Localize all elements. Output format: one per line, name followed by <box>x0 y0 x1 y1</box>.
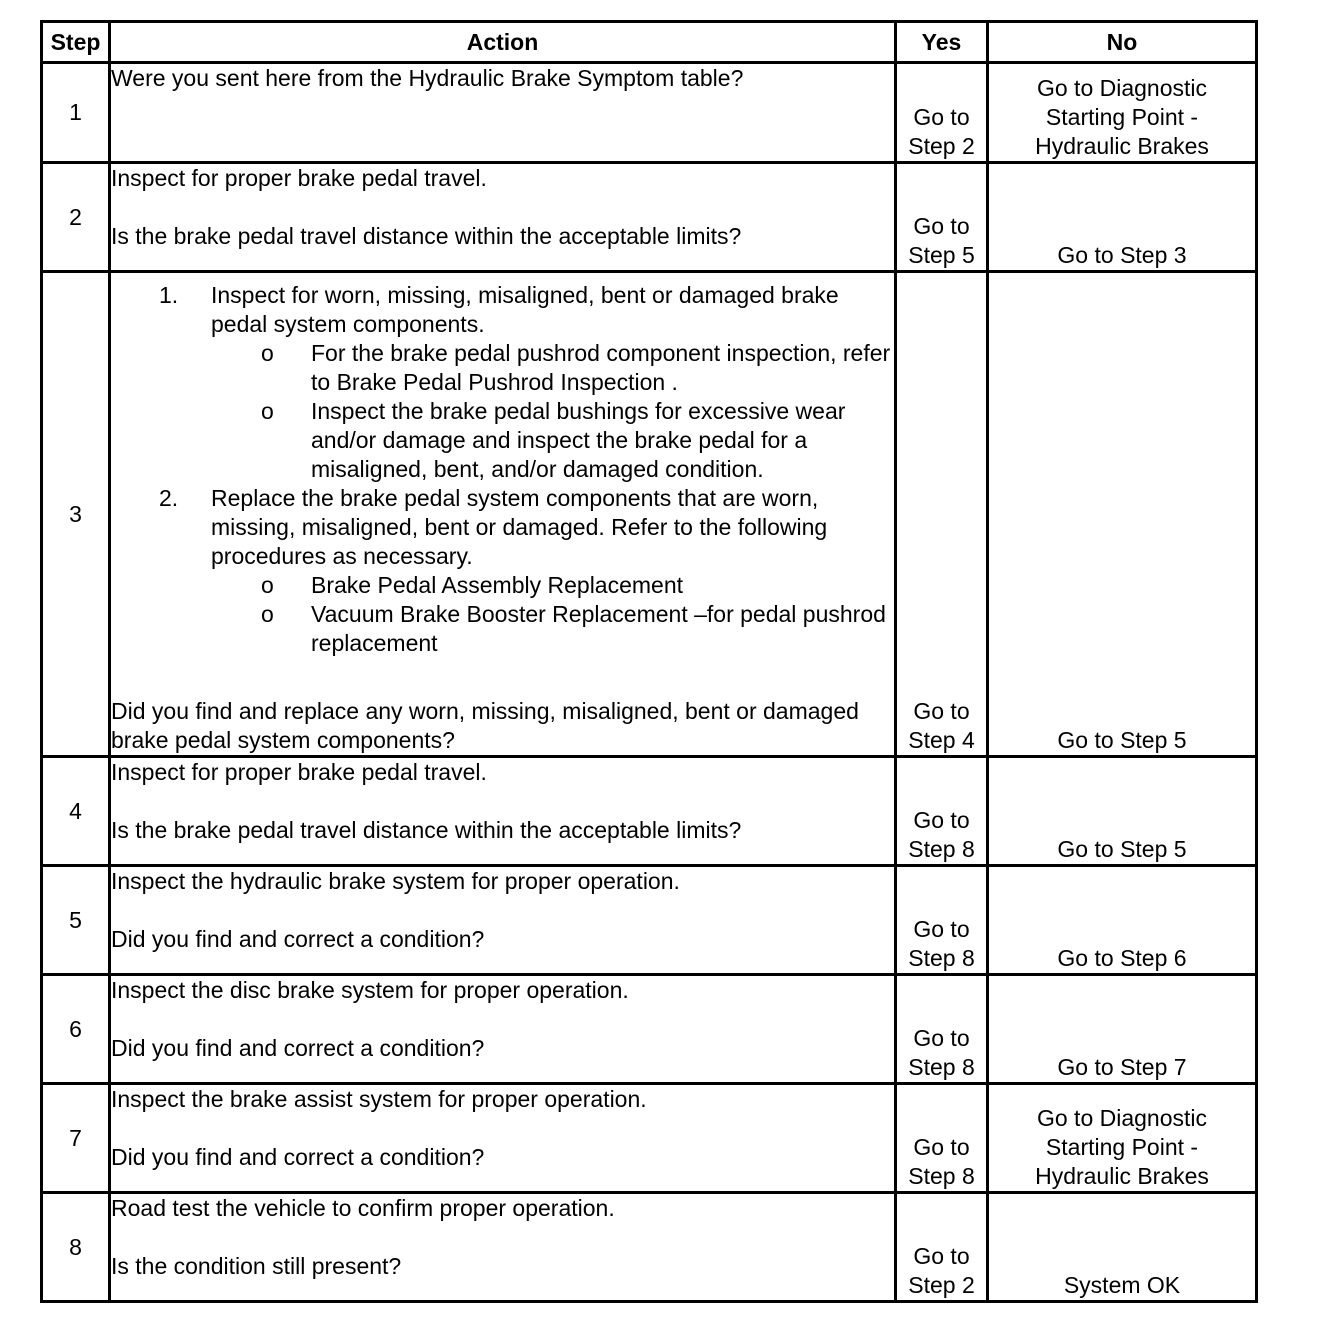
no-line: Hydraulic Brakes <box>1035 133 1209 159</box>
action-question: Is the condition still present? <box>111 1253 402 1279</box>
bullet-marker: o <box>261 601 274 627</box>
item-number: 1. <box>159 282 179 308</box>
item-text: Replace the brake pedal system components that are worn, missing, misaligned, bent or damaged. Refer to the following procedures as necessary. <box>211 485 828 569</box>
yes-cell <box>896 1193 988 1302</box>
yes-line: Go to <box>913 104 970 130</box>
yes-cell <box>896 975 988 1084</box>
no-cell <box>988 272 1257 757</box>
table-row <box>42 1084 1257 1193</box>
action-inspect: Road test the vehicle to confirm proper operation. <box>111 1195 615 1221</box>
action-question: Did you find and correct a condition? <box>111 1035 485 1061</box>
action-question: Is the brake pedal travel distance within the acceptable limits? <box>111 223 742 249</box>
header-yes: Yes <box>896 22 988 63</box>
yes-line: Go to <box>913 1025 970 1051</box>
action-cell <box>110 866 896 975</box>
yes-line: Step 8 <box>908 1163 975 1189</box>
action-inspect: Inspect for proper brake pedal travel. <box>111 165 487 191</box>
yes-line: Step 8 <box>908 1054 975 1080</box>
numbered-item <box>111 484 894 571</box>
step-number: 4 <box>42 757 110 866</box>
sub-bullet <box>111 397 894 484</box>
step-number: 7 <box>42 1084 110 1193</box>
no-line: Go to Diagnostic <box>1036 75 1208 101</box>
action-cell <box>110 163 896 272</box>
yes-line: Go to <box>913 213 970 239</box>
step-number: 5 <box>42 866 110 975</box>
yes-line: Step 4 <box>908 727 975 753</box>
action-inspect: Inspect the brake assist system for proper operation. <box>111 1086 647 1112</box>
no-line: Go to Step 5 <box>1057 836 1187 862</box>
yes-cell <box>896 1084 988 1193</box>
action-question: Did you find and correct a condition? <box>111 1144 485 1170</box>
yes-cell <box>896 272 988 757</box>
yes-cell <box>896 866 988 975</box>
step-number: 8 <box>42 1193 110 1302</box>
yes-line: Go to <box>913 698 970 724</box>
yes-cell <box>896 757 988 866</box>
no-cell <box>988 866 1257 975</box>
bullet-text: Brake Pedal Assembly Replacement <box>311 572 684 598</box>
yes-line: Go to <box>913 1134 970 1160</box>
no-line: Go to Step 5 <box>1057 727 1187 753</box>
no-line: System OK <box>1063 1272 1181 1298</box>
yes-cell <box>896 163 988 272</box>
no-cell <box>988 63 1257 163</box>
action-cell <box>110 975 896 1084</box>
no-cell <box>988 1193 1257 1302</box>
yes-line: Step 2 <box>908 133 975 159</box>
no-cell <box>988 1084 1257 1193</box>
table-row <box>42 272 1257 757</box>
action-cell <box>110 1193 896 1302</box>
diagnostic-table <box>40 20 1258 1303</box>
yes-line: Go to <box>913 1243 970 1269</box>
action-question: Is the brake pedal travel distance within the acceptable limits? <box>111 817 742 843</box>
table-row <box>42 975 1257 1084</box>
header-row <box>42 22 1257 63</box>
yes-line: Go to <box>913 807 970 833</box>
yes-line: Step 8 <box>908 836 975 862</box>
bullet-marker: o <box>261 572 274 598</box>
no-line: Hydraulic Brakes <box>1035 1163 1209 1189</box>
no-line: Starting Point - <box>1045 104 1199 130</box>
action-question: Were you sent here from the Hydraulic Brake Symptom table? <box>111 65 744 91</box>
sub-bullet <box>111 600 894 658</box>
no-line: Go to Step 3 <box>1057 242 1187 268</box>
no-line: Go to Step 6 <box>1057 945 1187 971</box>
action-inspect: Inspect the disc brake system for proper operation. <box>111 977 629 1003</box>
yes-line: Step 8 <box>908 945 975 971</box>
action-inspect: Inspect for proper brake pedal travel. <box>111 759 487 785</box>
header-action: Action <box>110 22 896 63</box>
action-cell <box>110 63 896 163</box>
no-cell <box>988 163 1257 272</box>
yes-line: Go to <box>913 916 970 942</box>
item-text: Inspect for worn, missing, misaligned, bent or damaged brake pedal system components. <box>211 282 839 337</box>
sub-bullet <box>111 571 894 600</box>
table-row <box>42 757 1257 866</box>
action-cell <box>110 272 896 757</box>
action-inspect: Inspect the hydraulic brake system for proper operation. <box>111 868 680 894</box>
bullet-text: Vacuum Brake Booster Replacement –for pedal pushrod replacement <box>311 601 886 656</box>
table-row <box>42 63 1257 163</box>
bullet-marker: o <box>261 398 274 424</box>
bullet-marker: o <box>261 340 274 366</box>
numbered-item <box>111 281 894 339</box>
action-question: Did you find and correct a condition? <box>111 926 485 952</box>
no-cell <box>988 757 1257 866</box>
no-cell <box>988 975 1257 1084</box>
step-number: 6 <box>42 975 110 1084</box>
table-row <box>42 1193 1257 1302</box>
table-row <box>42 163 1257 272</box>
header-step: Step <box>42 22 110 63</box>
header-no: No <box>988 22 1257 63</box>
step-number: 3 <box>42 272 110 757</box>
action-cell <box>110 757 896 866</box>
bullet-text: Inspect the brake pedal bushings for excessive wear and/or damage and inspect the brake pedal for a misaligned, bent, and/or damaged condition. <box>311 398 846 482</box>
no-line: Go to Diagnostic <box>1036 1105 1208 1131</box>
bullet-text: For the brake pedal pushrod component inspection, refer to Brake Pedal Pushrod Inspection . <box>311 340 891 395</box>
yes-cell <box>896 63 988 163</box>
step-number: 2 <box>42 163 110 272</box>
yes-line: Step 2 <box>908 1272 975 1298</box>
sub-bullet <box>111 339 894 397</box>
action-cell <box>110 1084 896 1193</box>
item-number: 2. <box>159 485 179 511</box>
step-number: 1 <box>42 63 110 163</box>
yes-line: Step 5 <box>908 242 975 268</box>
action-question: Did you find and replace any worn, missing, misaligned, bent or damaged brake pedal system components? <box>111 698 859 753</box>
no-line: Go to Step 7 <box>1057 1054 1187 1080</box>
no-line: Starting Point - <box>1045 1134 1199 1160</box>
table-row <box>42 866 1257 975</box>
